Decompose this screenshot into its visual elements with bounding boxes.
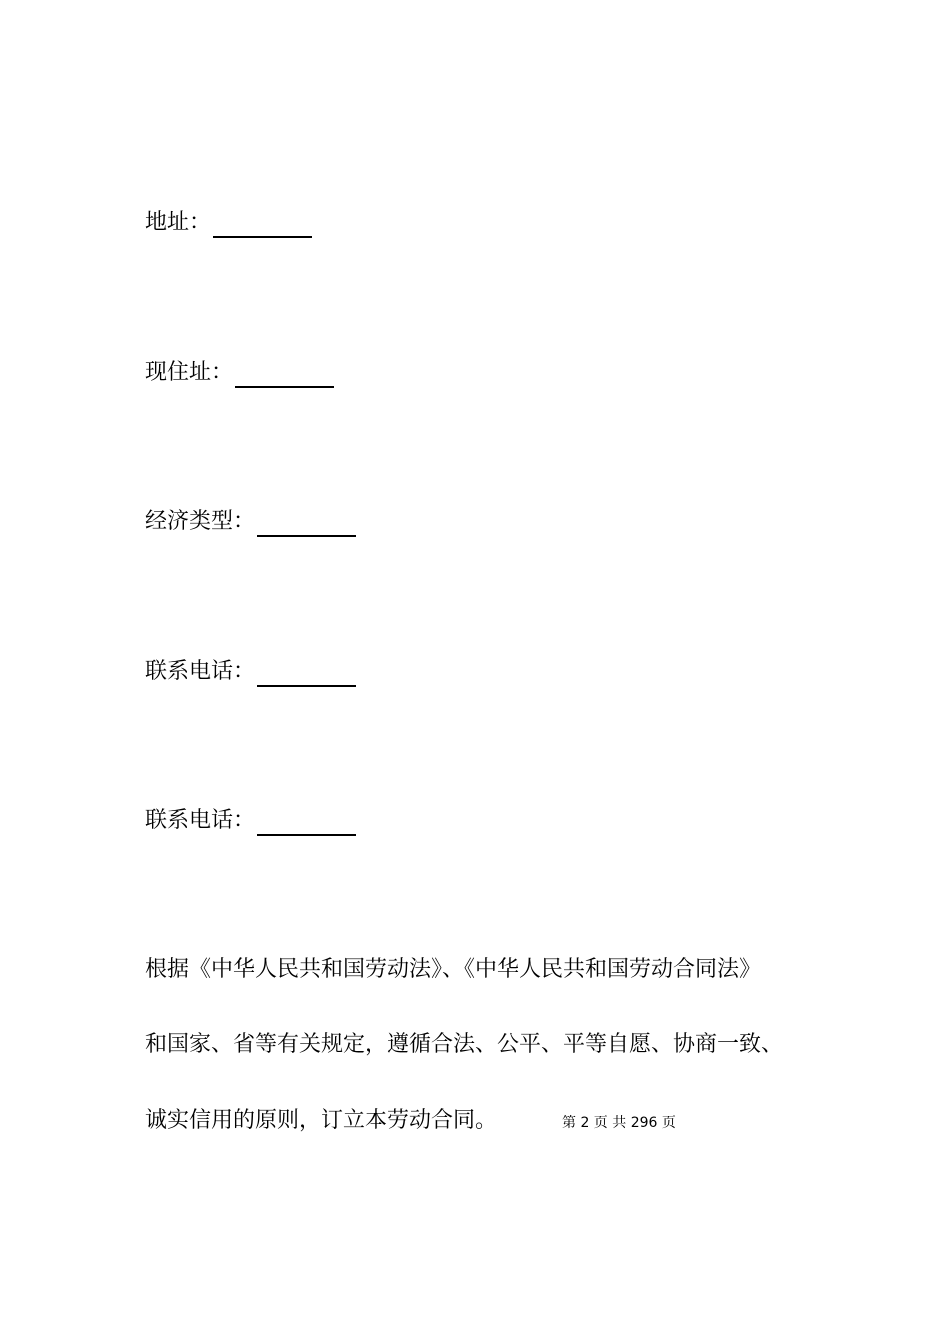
current-address-blank[interactable]: [235, 364, 334, 388]
contact-phone-blank[interactable]: [257, 663, 356, 687]
contact-phone-label-2: 联系电话：: [145, 808, 256, 833]
economic-type-blank[interactable]: [257, 513, 356, 537]
address-blank[interactable]: [213, 214, 312, 238]
current-address-label: 现住址：: [145, 360, 234, 385]
preamble-line-3: 诚实信用的原则，订立本劳动合同。: [145, 1108, 498, 1133]
current-address-field: [145, 358, 334, 388]
page-number: 第 2 页 共 296 页: [562, 1115, 676, 1131]
contact-phone-blank-2[interactable]: [257, 812, 356, 836]
contact-phone-label: 联系电话：: [145, 659, 256, 684]
address-field: [145, 208, 312, 238]
economic-type-label: 经济类型：: [145, 509, 256, 534]
contact-phone-field-2: [145, 806, 356, 836]
address-label: 地址：: [145, 210, 212, 235]
contact-phone-field: [145, 657, 356, 687]
preamble-line-2: 和国家、省等有关规定，遵循合法、公平、平等自愿、协商一致、: [145, 1032, 784, 1057]
economic-type-field: [145, 507, 356, 537]
preamble-line-1: 根据《中华人民共和国劳动法》、《中华人民共和国劳动合同法》: [145, 957, 762, 982]
